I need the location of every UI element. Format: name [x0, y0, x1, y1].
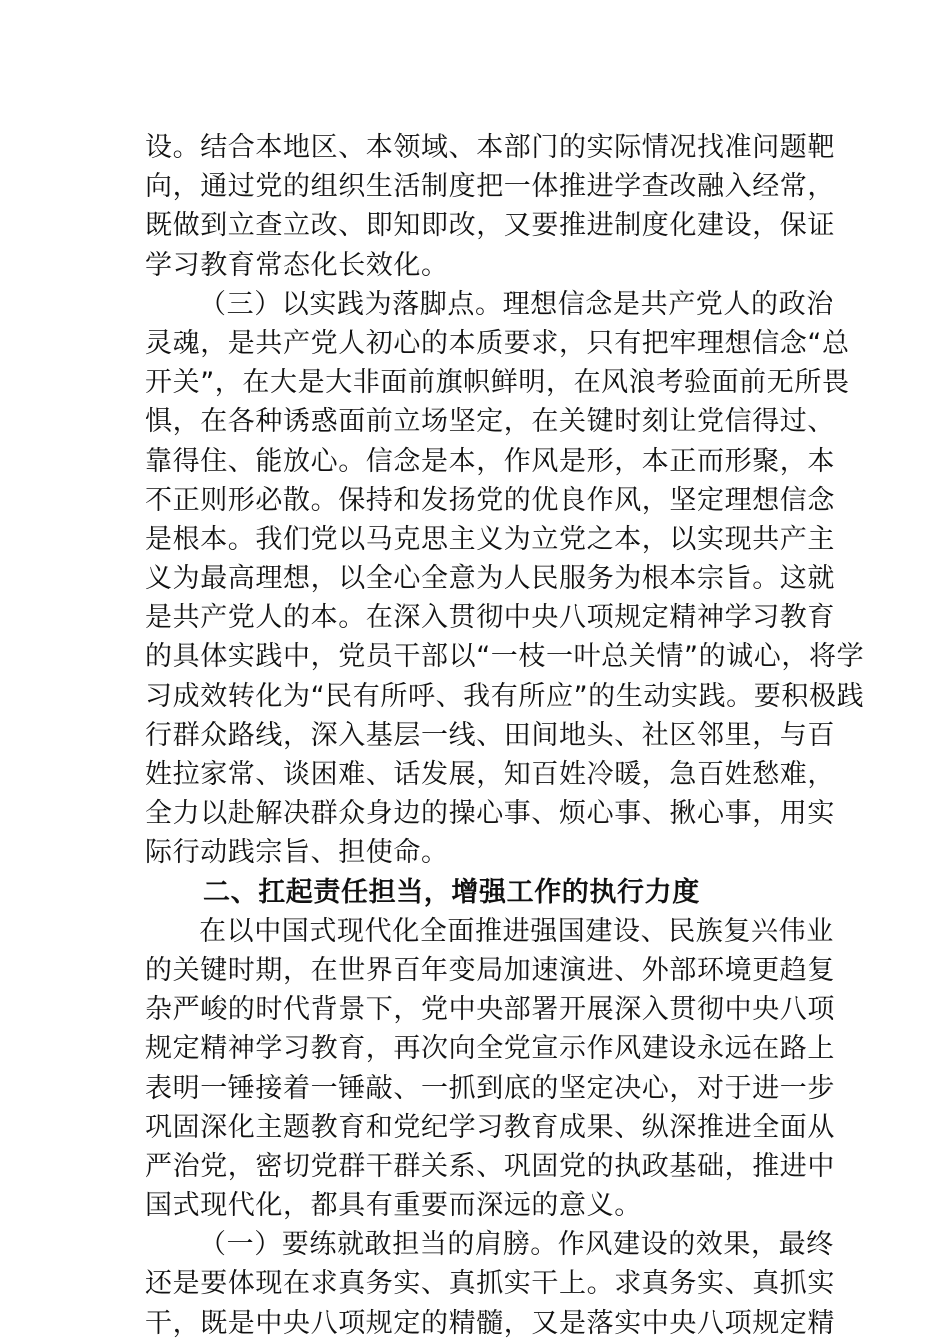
text-line: 惧，在各种诱惑面前立场坚定，在关键时刻让党信得过、: [145, 406, 835, 438]
text-line: 表明一锤接着一锤敲、一抓到底的坚定决心，对于进一步: [145, 1072, 835, 1104]
text-line: 习成效转化为“民有所呼、我有所应”的生动实践。要积极践: [145, 680, 865, 712]
text-line: 严治党，密切党群干群关系、巩固党的执政基础，推进中: [145, 1150, 835, 1182]
text-line: 学习教育常态化长效化。: [145, 249, 449, 281]
text-line: 是共产党人的本。在深入贯彻中央八项规定精神学习教育: [145, 602, 835, 634]
text-line: 干，既是中央八项规定的精髓，又是落实中央八项规定精: [145, 1307, 835, 1339]
text-line: 的具体实践中，党员干部以“一枝一叶总关情”的诚心，将学: [145, 641, 865, 673]
text-line: 行群众路线，深入基层一线、田间地头、社区邻里，与百: [145, 719, 835, 751]
text-line: 际行动践宗旨、担使命。: [145, 837, 449, 869]
section-heading: 二、扛起责任担当，增强工作的执行力度: [203, 876, 700, 908]
text-line: 灵魂，是共产党人初心的本质要求，只有把牢理想信念“总: [145, 327, 850, 359]
text-line: 在以中国式现代化全面推进强国建设、民族复兴伟业: [199, 915, 834, 947]
text-line: 不正则形必散。保持和发扬党的优良作风，坚定理想信念: [145, 484, 835, 516]
text-line: 的关键时期，在世界百年变局加速演进、外部环境更趋复: [145, 954, 835, 986]
text-line: 向，通过党的组织生活制度把一体推进学查改融入经常，: [145, 171, 835, 203]
text-line: 还是要体现在求真务实、真抓实干上。求真务实、真抓实: [145, 1268, 835, 1300]
text-line: 义为最高理想，以全心全意为人民服务为根本宗旨。这就: [145, 563, 835, 595]
text-line: 规定精神学习教育，再次向全党宣示作风建设永远在路上: [145, 1033, 835, 1065]
text-line: 国式现代化，都具有重要而深远的意义。: [145, 1190, 642, 1222]
text-line: 全力以赴解决群众身边的操心事、烦心事、揪心事，用实: [145, 798, 835, 830]
text-line: 设。结合本地区、本领域、本部门的实际情况找准问题靶: [145, 132, 835, 163]
text-line: 姓拉家常、谈困难、话发展，知百姓冷暖，急百姓愁难，: [145, 759, 835, 790]
text-line: 巩固深化主题教育和党纪学习教育成果、纵深推进全面从: [145, 1111, 835, 1143]
document-body: [145, 128, 865, 1343]
text-line: 是根本。我们党以马克思主义为立党之本，以实现共产主: [145, 523, 835, 555]
text-line: 靠得住、能放心。信念是本，作风是形，本正而形聚，本: [145, 445, 835, 477]
text-line: 既做到立查立改、即知即改，又要推进制度化建设，保证: [145, 210, 835, 242]
text-line: 开关”，在大是大非面前旗帜鲜明，在风浪考验面前无所畏: [145, 367, 850, 399]
text-line: 杂严峻的时代背景下，党中央部署开展深入贯彻中央八项: [145, 994, 835, 1026]
subsection-heading-line: （三）以实践为落脚点。理想信念是共产党人的政治: [199, 288, 834, 320]
subsection-heading-line: （一）要练就敢担当的肩膀。作风建设的效果，最终: [199, 1229, 834, 1261]
